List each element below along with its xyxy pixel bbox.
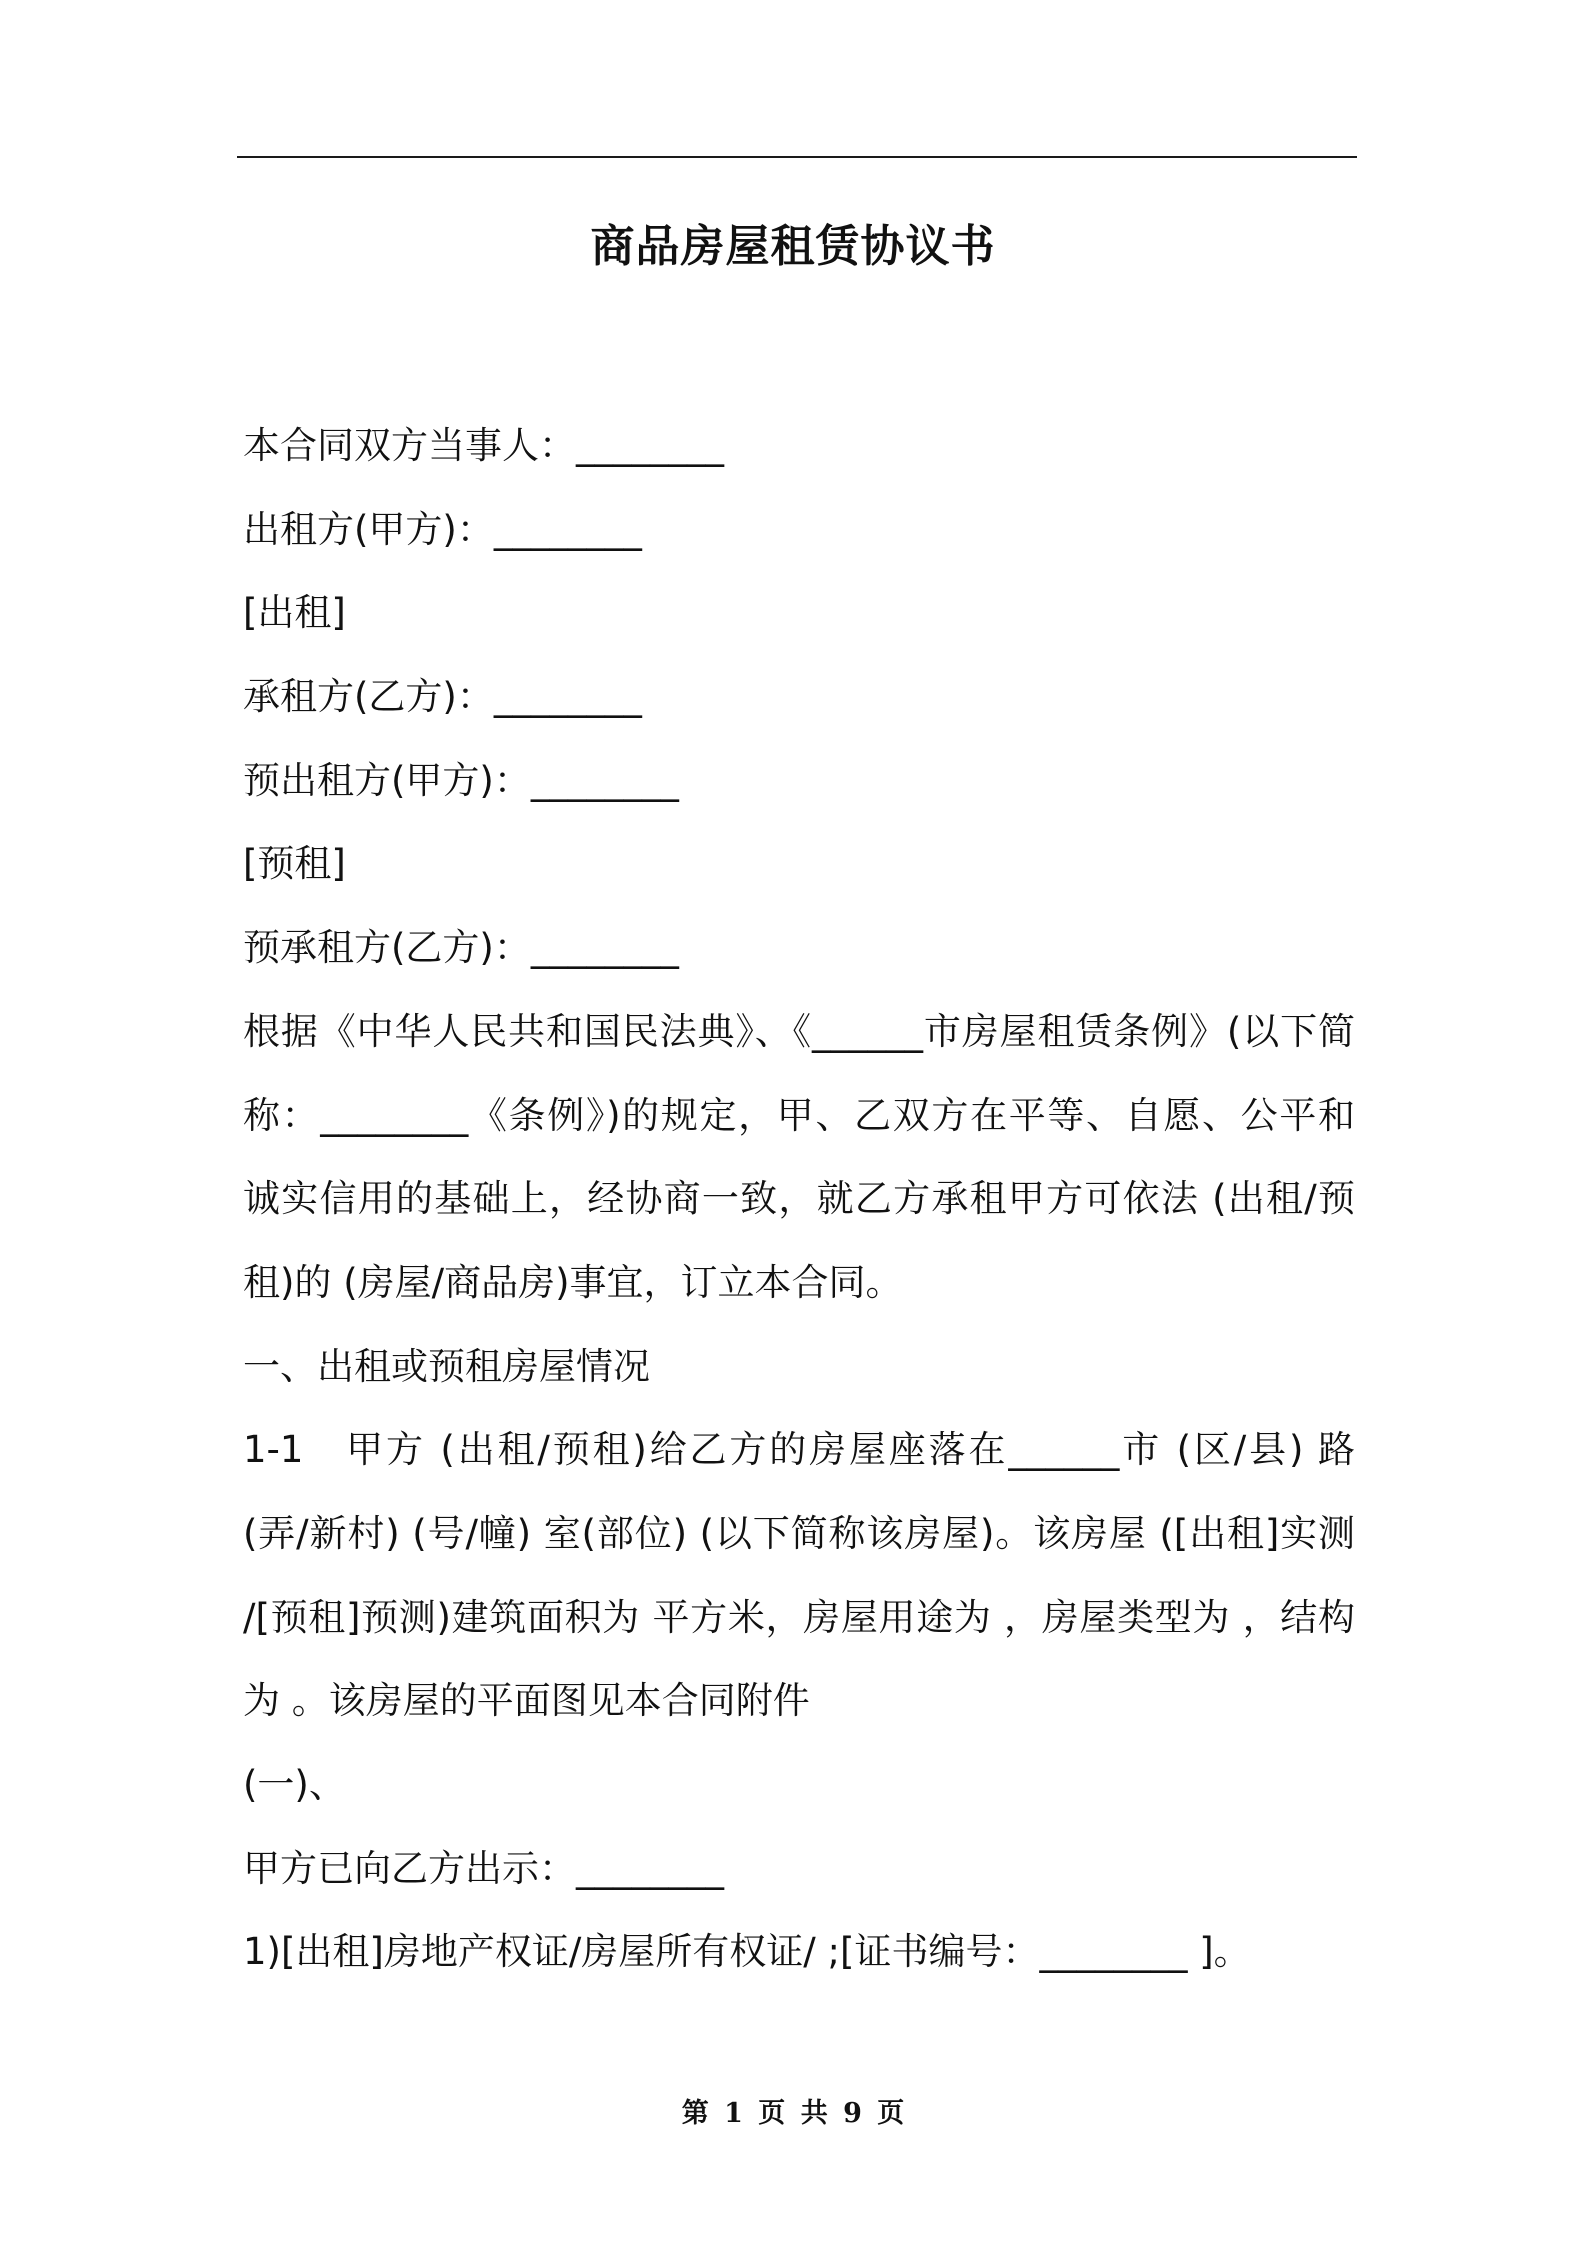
paragraph-line: 预承租方(乙方)：________ [243,926,679,970]
paragraph-line: 甲方已向乙方出示：________ [243,1846,724,1890]
page-number-footer: 第 1 页 共 9 页 [681,2098,905,2129]
paragraph-line: 承租方(乙方)：________ [243,675,642,719]
paragraph-line: 租)的 (房屋/商品房)事宜，订立本合同。 [243,1260,903,1304]
section-heading: 一、出租或预租房屋情况 [243,1344,650,1388]
paragraph-line: 本合同双方当事人：________ [243,424,724,467]
paragraph-line: 根据《中华人民共和国民法典》、《______市房屋租赁条例》(以下简 [243,1009,1355,1053]
paragraph-line: 预出租方(甲方)：________ [243,758,679,802]
paragraph-line: 称：________《条例》)的规定，甲、乙双方在平等、自愿、公平和 [243,1093,1355,1137]
paragraph-line: [出租] [243,591,346,635]
document-title: 商品房屋租赁协议书 [590,221,996,272]
paragraph-line: 1-1 甲方 (出租/预租)给乙方的房屋座落在______市 (区/县) 路 [243,1428,1355,1472]
paragraph-line: /[预租]预测)建筑面积为 平方米，房屋用途为 ，房屋类型为 ，结构 [243,1595,1355,1639]
header-rule [237,156,1357,158]
document-body [243,404,1355,1994]
paragraph-line: 诚实信用的基础上，经协商一致，就乙方承租甲方可依法 (出租/预 [243,1177,1355,1221]
paragraph-line: 为 。该房屋的平面图见本合同附件 [243,1679,810,1723]
paragraph-line: 1)[出租]房地产权证/房屋所有权证/ ;[证书编号：________ ]。 [243,1930,1251,1974]
paragraph-line: (弄/新村) (号/幢) 室(部位) (以下简称该房屋)。该房屋 ([出租]实测 [243,1511,1355,1555]
paragraph-line: 出租方(甲方)：________ [243,507,642,551]
paragraph-line: (一)、 [243,1763,346,1806]
paragraph-line: [预租] [243,842,346,886]
